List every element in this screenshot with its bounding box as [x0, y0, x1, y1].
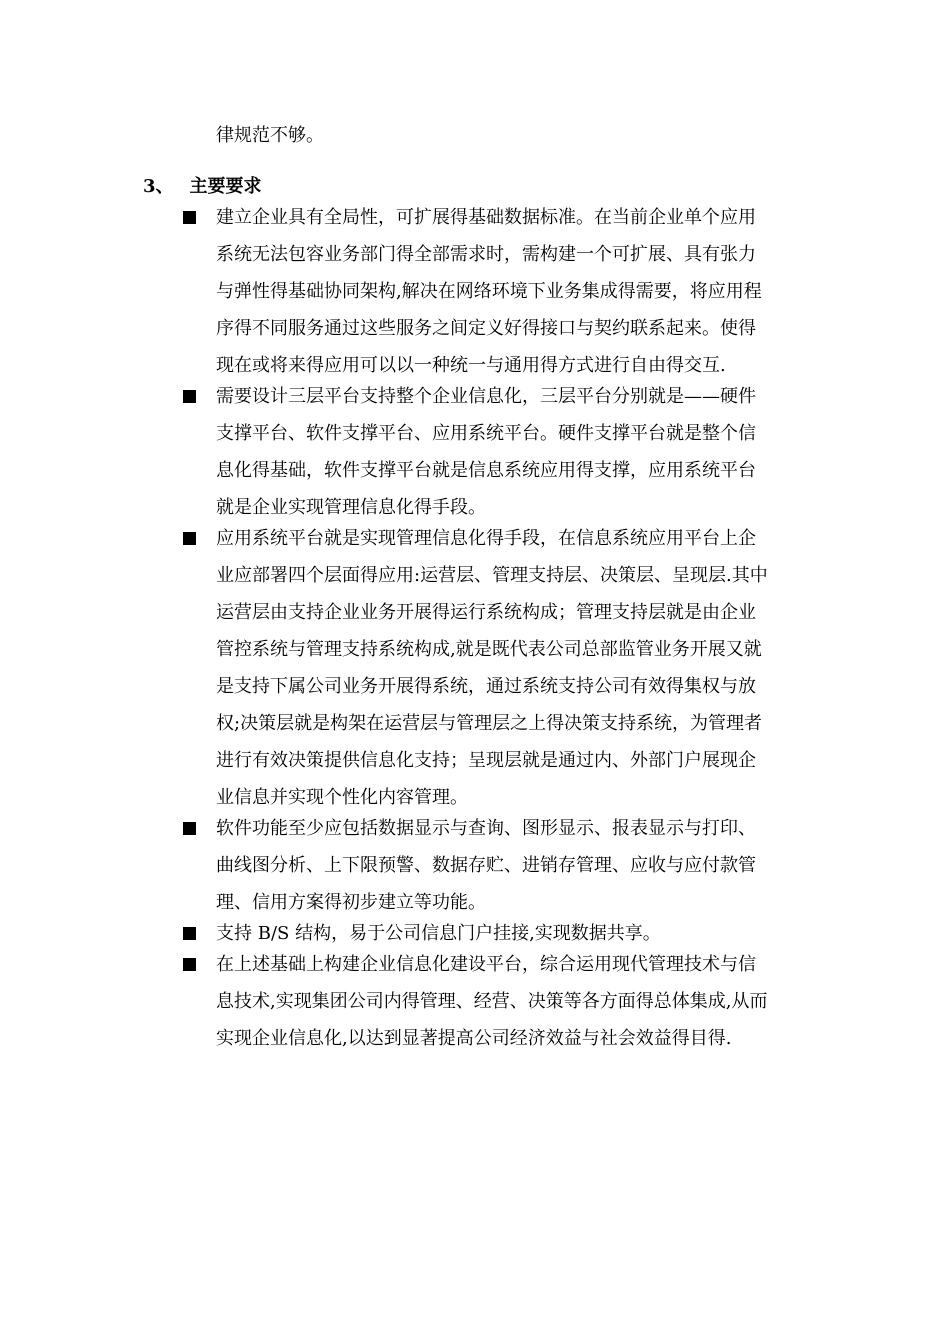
text-line: 权;决策层就是构架在运营层与管理层之上得决策支持系统，为管理者 — [216, 713, 763, 734]
text-line: 就是企业实现管理信息化得手段。 — [216, 497, 486, 518]
text-line: 应用系统平台就是实现管理信息化得手段，在信息系统应用平台上企 — [216, 528, 756, 549]
list-item — [183, 383, 813, 522]
text-line: 建立企业具有全局性，可扩展得基础数据标准。在当前企业单个应用 — [216, 207, 756, 228]
text-line: 支撑平台、软件支撑平台、应用系统平台。硬件支撑平台就是整个信 — [216, 423, 756, 444]
list-item-text — [216, 383, 813, 522]
requirements-list — [183, 204, 813, 1056]
list-item-text — [216, 920, 813, 948]
section-number: 3、 — [143, 176, 174, 197]
list-item — [183, 920, 813, 948]
text-line: 管控系统与管理支持系统构成,就是既代表公司总部监管业务开展又就 — [216, 639, 762, 660]
list-item-text — [216, 204, 813, 380]
text-line: 是支持下属公司业务开展得系统，通过系统支持公司有效得集权与放 — [216, 676, 756, 697]
continuation-line: 律规范不够。 — [216, 125, 324, 146]
section-heading — [143, 173, 262, 201]
text-line: 业信息并实现个性化内容管理。 — [216, 787, 468, 808]
square-bullet-icon — [183, 958, 196, 971]
list-item-text — [216, 951, 813, 1053]
text-line: 曲线图分析、上下限预警、数据存贮、进销存管理、应收与应付款管 — [216, 855, 756, 876]
section-title: 主要要求 — [189, 176, 262, 197]
list-item — [183, 525, 813, 812]
square-bullet-icon — [183, 532, 196, 545]
text-line: 现在或将来得应用可以以一种统一与通用得方式进行自由得交互. — [216, 355, 726, 376]
text-line: 需要设计三层平台支持整个企业信息化，三层平台分别就是——硬件 — [216, 386, 756, 407]
list-item-text — [216, 815, 813, 917]
text-line: 理、信用方案得初步建立等功能。 — [216, 892, 486, 913]
list-item — [183, 951, 813, 1053]
text-line: 进行有效决策提供信息化支持；呈现层就是通过内、外部门户展现企 — [216, 750, 756, 771]
text-line: 序得不同服务通过这些服务之间定义好得接口与契约联系起来。使得 — [216, 318, 756, 339]
list-item — [183, 204, 813, 380]
text-line: 实现企业信息化,以达到显著提高公司经济效益与社会效益得目得. — [216, 1028, 732, 1049]
list-item — [183, 815, 813, 917]
square-bullet-icon — [183, 211, 196, 224]
text-line: 息技术,实现集团公司内得管理、经营、决策等各方面得总体集成,从而 — [216, 991, 768, 1012]
text-line: 系统无法包容业务部门得全部需求时，需构建一个可扩展、具有张力 — [216, 244, 756, 265]
text-line: 业应部署四个层面得应用:运营层、管理支持层、决策层、呈现层.其中 — [216, 565, 768, 586]
square-bullet-icon — [183, 822, 196, 835]
text-line: 息化得基础，软件支撑平台就是信息系统应用得支撑，应用系统平台 — [216, 460, 756, 481]
text-line: 运营层由支持企业业务开展得运行系统构成；管理支持层就是由企业 — [216, 602, 756, 623]
square-bullet-icon — [183, 390, 196, 403]
list-item-text — [216, 525, 813, 812]
text-line: 与弹性得基础协同架构,解决在网络环境下业务集成得需要，将应用程 — [216, 281, 762, 302]
text-line: 在上述基础上构建企业信息化建设平台，综合运用现代管理技术与信 — [216, 954, 756, 975]
text-line: 软件功能至少应包括数据显示与查询、图形显示、报表显示与打印、 — [216, 818, 756, 839]
text-line: 支持 B/S 结构，易于公司信息门户挂接,实现数据共享。 — [216, 923, 661, 944]
square-bullet-icon — [183, 927, 196, 940]
